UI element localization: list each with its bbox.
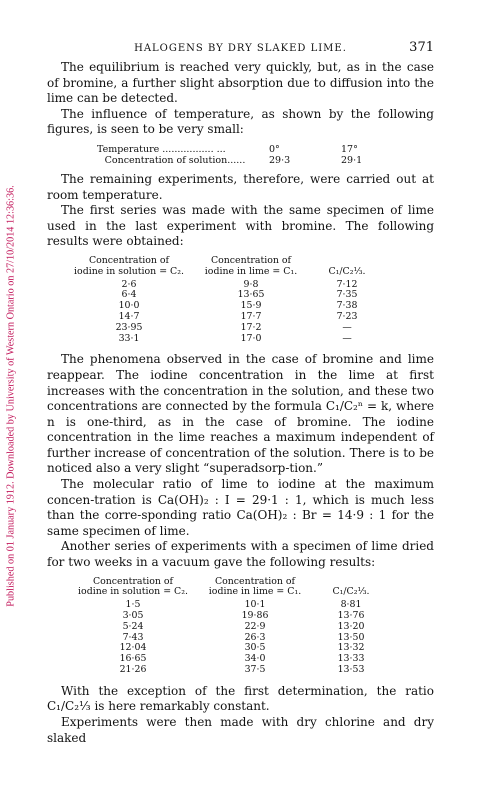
table-row [65,323,385,334]
download-watermark [0,0,22,792]
concentration-label: Concentration of solution...... [104,154,246,166]
table-cell: 13·50 [337,631,365,643]
download-watermark-text: Published on 01 January 1912. Downloaded by University of Western Ontario on 27/10/2014 12:36:36. [5,185,17,607]
paragraph-7: Another series of experiments with a specimen of lime dried for two weeks in a vacuum gave the following results: [47,539,434,570]
table-cell: 17·2 [240,321,262,333]
table-header: Concentration of iodine in lime = C₁. [204,254,298,277]
paragraph-1: The equilibrium is reached very quickly, but, as in the case of bromine, a further slight absorption due to diffusion into the lime can be detected. [47,60,434,106]
table-header: Concentration of iodine in solution = C₂. [74,254,184,277]
page-content [47,40,434,746]
table-header: C₁/C₂⅓. [328,265,366,277]
running-header [47,40,434,60]
table-cell: 14·7 [118,310,140,322]
temperature-value: 17° [341,143,358,155]
table-cell: 12·04 [119,642,147,654]
iodine-table-1 [65,256,385,344]
table-cell: 7·23 [336,310,358,322]
table-row [65,334,385,345]
table-row [69,665,389,676]
temperature-value: 0° [269,143,280,155]
table-cell: 13·32 [337,642,365,654]
table-cell: 37·5 [244,664,266,675]
table-cell: 13·33 [337,653,365,665]
table-header: Concentration of iodine in solution = C₂. [78,575,188,598]
table-cell: 13·65 [237,289,265,301]
paragraph-3: The remaining experiments, therefore, were carried out at room temperature. [47,171,434,202]
table-cell: 17·0 [240,332,262,344]
table-cell: 7·38 [336,300,358,312]
running-title: HALOGENS BY DRY SLAKED LIME. [134,43,347,54]
table-cell: 21·26 [119,664,147,675]
temperature-label: Temperature ................. ... [97,143,226,155]
table-row [65,312,385,323]
table-cell: 16·65 [119,653,147,665]
concentration-value: 29·1 [341,154,363,166]
table-cell: 9·8 [243,278,259,290]
paragraph-4: The first series was made with the same specimen of lime used in the last experiment with bromine. The following results were obtained: [47,203,434,249]
table-cell: 6·4 [121,289,137,301]
table-cell: 13·53 [337,664,365,675]
table-cell: — [342,321,352,333]
paragraph-6: The molecular ratio of lime to iodine at the maximum concen-tration is Ca(OH)₂ : I = 29·1 : 1, which is much less than the corre-sponding ratio Ca(OH)₂ : Br = 14·9 : 1 for the same specimen of lime. [47,477,434,538]
table-cell: 30·5 [244,642,266,654]
paragraph-2: The influence of temperature, as shown by the following figures, is seen to be very small: [47,106,434,137]
temperature-figures [97,144,397,166]
table-header: C₁/C₂⅓. [332,586,370,598]
table-cell: 7·43 [122,631,144,643]
table-cell: 17·7 [240,310,262,322]
table-cell: 22·9 [244,620,266,632]
table-cell: 26·3 [244,631,266,643]
table-cell: 5·24 [122,620,144,632]
paragraph-5: The phenomena observed in the case of bromine and lime reappear. The iodine concentration in the lime at first increases with the concentration in the solution, and these two concentrations are connected by the formula C₁/C₂ⁿ = k, where n is one-third, as in the case of bromine. The iodine concentration in the lime reaches a maximum independent of further increase of concentration of the solution. There is to be noticed also a very slight “superadsorp-tion.” [47,352,434,476]
table-cell: 13·76 [337,610,365,622]
table-cell: 33·1 [118,332,140,344]
table-cell: 15·9 [240,300,262,312]
page-number: 371 [409,40,434,55]
table-cell: — [342,332,352,344]
table-cell: 2·6 [121,278,137,290]
table-row [69,622,389,633]
table-header: Concentration of iodine in lime = C₁. [208,575,302,598]
table-cell: 34·0 [244,653,266,665]
table-cell: 19·86 [241,610,269,622]
table-cell: 1·5 [125,599,141,611]
iodine-table-2 [69,577,389,676]
table-cell: 7·35 [336,289,358,301]
table-cell: 13·20 [337,620,365,632]
paragraph-9: Experiments were then made with dry chlorine and dry slaked [47,714,434,745]
table-cell: 7·12 [336,278,358,290]
concentration-value: 29·3 [269,154,291,166]
paragraph-8: With the exception of the first determination, the ratio C₁/C₂⅓ is here remarkably constant. [47,683,434,714]
table-cell: 10·1 [244,599,266,611]
table-cell: 10·0 [118,300,140,312]
table-cell: 3·05 [122,610,144,622]
table-cell: 23·95 [115,321,143,333]
table-cell: 8·81 [340,599,362,611]
